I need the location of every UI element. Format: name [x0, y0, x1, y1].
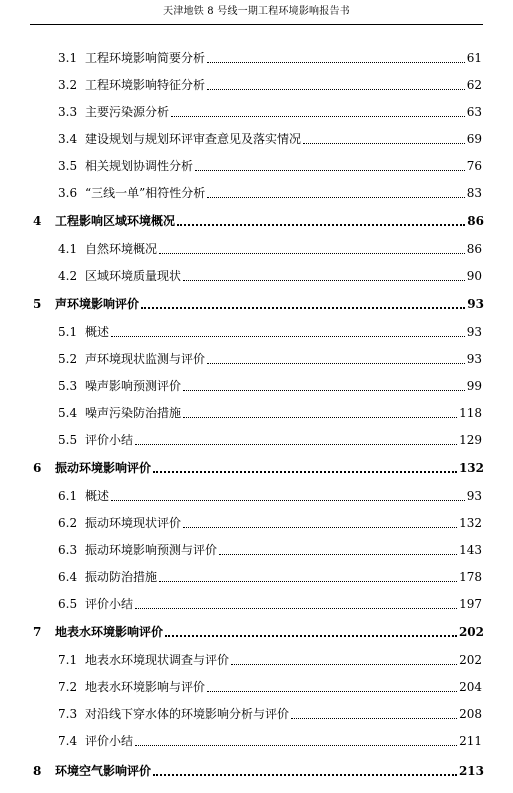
header-title: 天津地铁 8 号线一期工程环境影响报告书 [163, 6, 350, 17]
toc-leader [183, 390, 465, 391]
toc-number: 7.2 [58, 680, 78, 694]
toc-leader [207, 62, 465, 63]
toc-number: 4 [33, 214, 42, 228]
toc-page-number: 93 [466, 489, 482, 503]
toc-title: 地表水环境影响评价 [55, 625, 164, 639]
toc-title: 概述 [85, 489, 110, 503]
toc-page-number: 83 [466, 186, 482, 200]
toc-leader [183, 417, 457, 418]
toc-page-number: 143 [459, 543, 482, 557]
toc-leader [291, 718, 457, 719]
toc-title: 评价小结 [85, 597, 134, 611]
toc-leader [231, 664, 457, 665]
toc-leader [141, 307, 465, 309]
toc-title: 振动防治措施 [85, 570, 158, 584]
toc-title: 工程环境影响特征分析 [85, 78, 206, 92]
toc-page-number: 204 [459, 680, 482, 694]
toc-number: 3.4 [58, 132, 78, 146]
toc-leader [111, 500, 465, 501]
toc-number: 5.1 [58, 325, 78, 339]
toc-leader [195, 170, 465, 171]
toc-entry[interactable] [58, 704, 482, 724]
toc-number: 7 [33, 625, 42, 639]
toc-leader [207, 89, 465, 90]
toc-title: 自然环境概况 [85, 242, 158, 256]
toc-number: 5.3 [58, 379, 78, 393]
toc-chapter-entry[interactable] [33, 458, 484, 478]
toc-number: 3.6 [58, 186, 78, 200]
toc-page-number: 69 [466, 132, 482, 146]
toc-page-number: 90 [466, 269, 482, 283]
toc-page-number: 99 [466, 379, 482, 393]
toc-number: 5.5 [58, 433, 78, 447]
toc-page-number: 132 [459, 516, 482, 530]
toc-number: 6.5 [58, 597, 78, 611]
toc-entry[interactable] [58, 183, 482, 203]
toc-number: 7.1 [58, 653, 78, 667]
toc-title: 噪声影响预测评价 [85, 379, 182, 393]
toc-title: 建设规划与规划环评审查意见及落实情况 [85, 132, 302, 146]
toc-title: 地表水环境影响与评价 [85, 680, 206, 694]
toc-leader [177, 224, 465, 226]
toc-entry[interactable] [58, 650, 482, 670]
toc-page-number: 132 [458, 461, 484, 475]
toc-title: 振动环境影响评价 [55, 461, 152, 475]
toc-entry[interactable] [58, 677, 482, 697]
toc-title: 环境空气影响评价 [55, 764, 152, 778]
toc-number: 3.1 [58, 51, 78, 65]
toc-leader [135, 745, 457, 746]
toc-number: 7.4 [58, 734, 78, 748]
toc-entry[interactable] [58, 349, 482, 369]
toc-title: 振动环境影响预测与评价 [85, 543, 218, 557]
toc-leader [153, 471, 457, 473]
toc-entry[interactable] [58, 322, 482, 342]
toc-number: 3.5 [58, 159, 78, 173]
toc-entry[interactable] [58, 567, 482, 587]
toc-number: 5.2 [58, 352, 78, 366]
toc-title: 主要污染源分析 [85, 105, 170, 119]
toc-title: 地表水环境现状调查与评价 [85, 653, 230, 667]
toc-page-number: 93 [466, 325, 482, 339]
toc-entry[interactable] [58, 403, 482, 423]
toc-chapter-entry[interactable] [33, 294, 484, 314]
toc-title: 噪声污染防治措施 [85, 406, 182, 420]
toc-entry[interactable] [58, 102, 482, 122]
toc-leader [219, 554, 457, 555]
toc-number: 6.4 [58, 570, 78, 584]
toc-chapter-entry[interactable] [33, 211, 484, 231]
toc-leader [135, 444, 457, 445]
toc-number: 6.1 [58, 489, 78, 503]
toc-entry[interactable] [58, 129, 482, 149]
toc-leader [171, 116, 465, 117]
toc-leader [135, 608, 457, 609]
toc-number: 6.2 [58, 516, 78, 530]
toc-title: 评价小结 [85, 433, 134, 447]
toc-title: 相关规划协调性分析 [85, 159, 194, 173]
toc-number: 3.2 [58, 78, 78, 92]
toc-page-number: 93 [467, 297, 484, 311]
toc-page-number: 86 [466, 242, 482, 256]
toc-entry[interactable] [58, 376, 482, 396]
toc-page-number: 86 [467, 214, 484, 228]
toc-page-number: 202 [458, 625, 484, 639]
toc-entry[interactable] [58, 540, 482, 560]
toc-title: “三线一单”相符性分析 [85, 186, 206, 200]
toc-leader [207, 363, 465, 364]
toc-page-number: 197 [459, 597, 482, 611]
toc-entry[interactable] [58, 266, 482, 286]
toc-entry[interactable] [58, 594, 482, 614]
toc-page-number: 93 [466, 352, 482, 366]
toc-chapter-entry[interactable] [33, 622, 484, 642]
toc-page-number: 61 [466, 51, 482, 65]
toc-entry[interactable] [58, 486, 482, 506]
toc-page-number: 63 [466, 105, 482, 119]
toc-entry[interactable] [58, 48, 482, 68]
toc-number: 4.2 [58, 269, 78, 283]
toc-leader [303, 143, 465, 144]
toc-page-number: 178 [459, 570, 482, 584]
toc-title: 振动环境现状评价 [85, 516, 182, 530]
toc-number: 6.3 [58, 543, 78, 557]
toc-page-number: 202 [459, 653, 482, 667]
toc-number: 5.4 [58, 406, 78, 420]
toc-entry[interactable] [58, 731, 482, 751]
toc-page-number: 208 [459, 707, 482, 721]
toc-leader [207, 197, 464, 198]
toc-number: 8 [33, 764, 42, 778]
toc-page-number: 213 [458, 764, 484, 778]
toc-page-number: 211 [459, 734, 482, 748]
toc-title: 声环境现状监测与评价 [85, 352, 206, 366]
toc-leader [207, 691, 457, 692]
toc-title: 评价小结 [85, 734, 134, 748]
toc-number: 3.3 [58, 105, 78, 119]
toc-page-number: 129 [459, 433, 482, 447]
toc-leader [159, 581, 457, 582]
toc-title: 概述 [85, 325, 110, 339]
toc-leader [111, 336, 465, 337]
toc-entry[interactable] [58, 156, 482, 176]
toc-leader [183, 280, 465, 281]
toc-leader [165, 635, 457, 637]
toc-number: 5 [33, 297, 42, 311]
toc-chapter-entry[interactable] [33, 761, 484, 781]
toc-entry[interactable] [58, 239, 482, 259]
toc-title: 区域环境质量现状 [85, 269, 182, 283]
toc-leader [159, 253, 465, 254]
toc-leader [153, 774, 457, 776]
toc-title: 工程影响区域环境概况 [55, 214, 176, 228]
toc-title: 对沿线下穿水体的环境影响分析与评价 [85, 707, 290, 721]
page-header [30, 0, 483, 25]
toc-entry[interactable] [58, 75, 482, 95]
toc-title: 声环境影响评价 [55, 297, 140, 311]
toc-number: 7.3 [58, 707, 78, 721]
toc-number: 6 [33, 461, 42, 475]
toc-page-number: 76 [466, 159, 482, 173]
toc-entry[interactable] [58, 430, 482, 450]
toc-page-number: 62 [466, 78, 482, 92]
toc-title: 工程环境影响简要分析 [85, 51, 206, 65]
toc-number: 4.1 [58, 242, 78, 256]
toc-page-number: 118 [459, 406, 482, 420]
toc-leader [183, 527, 457, 528]
toc-entry[interactable] [58, 513, 482, 533]
